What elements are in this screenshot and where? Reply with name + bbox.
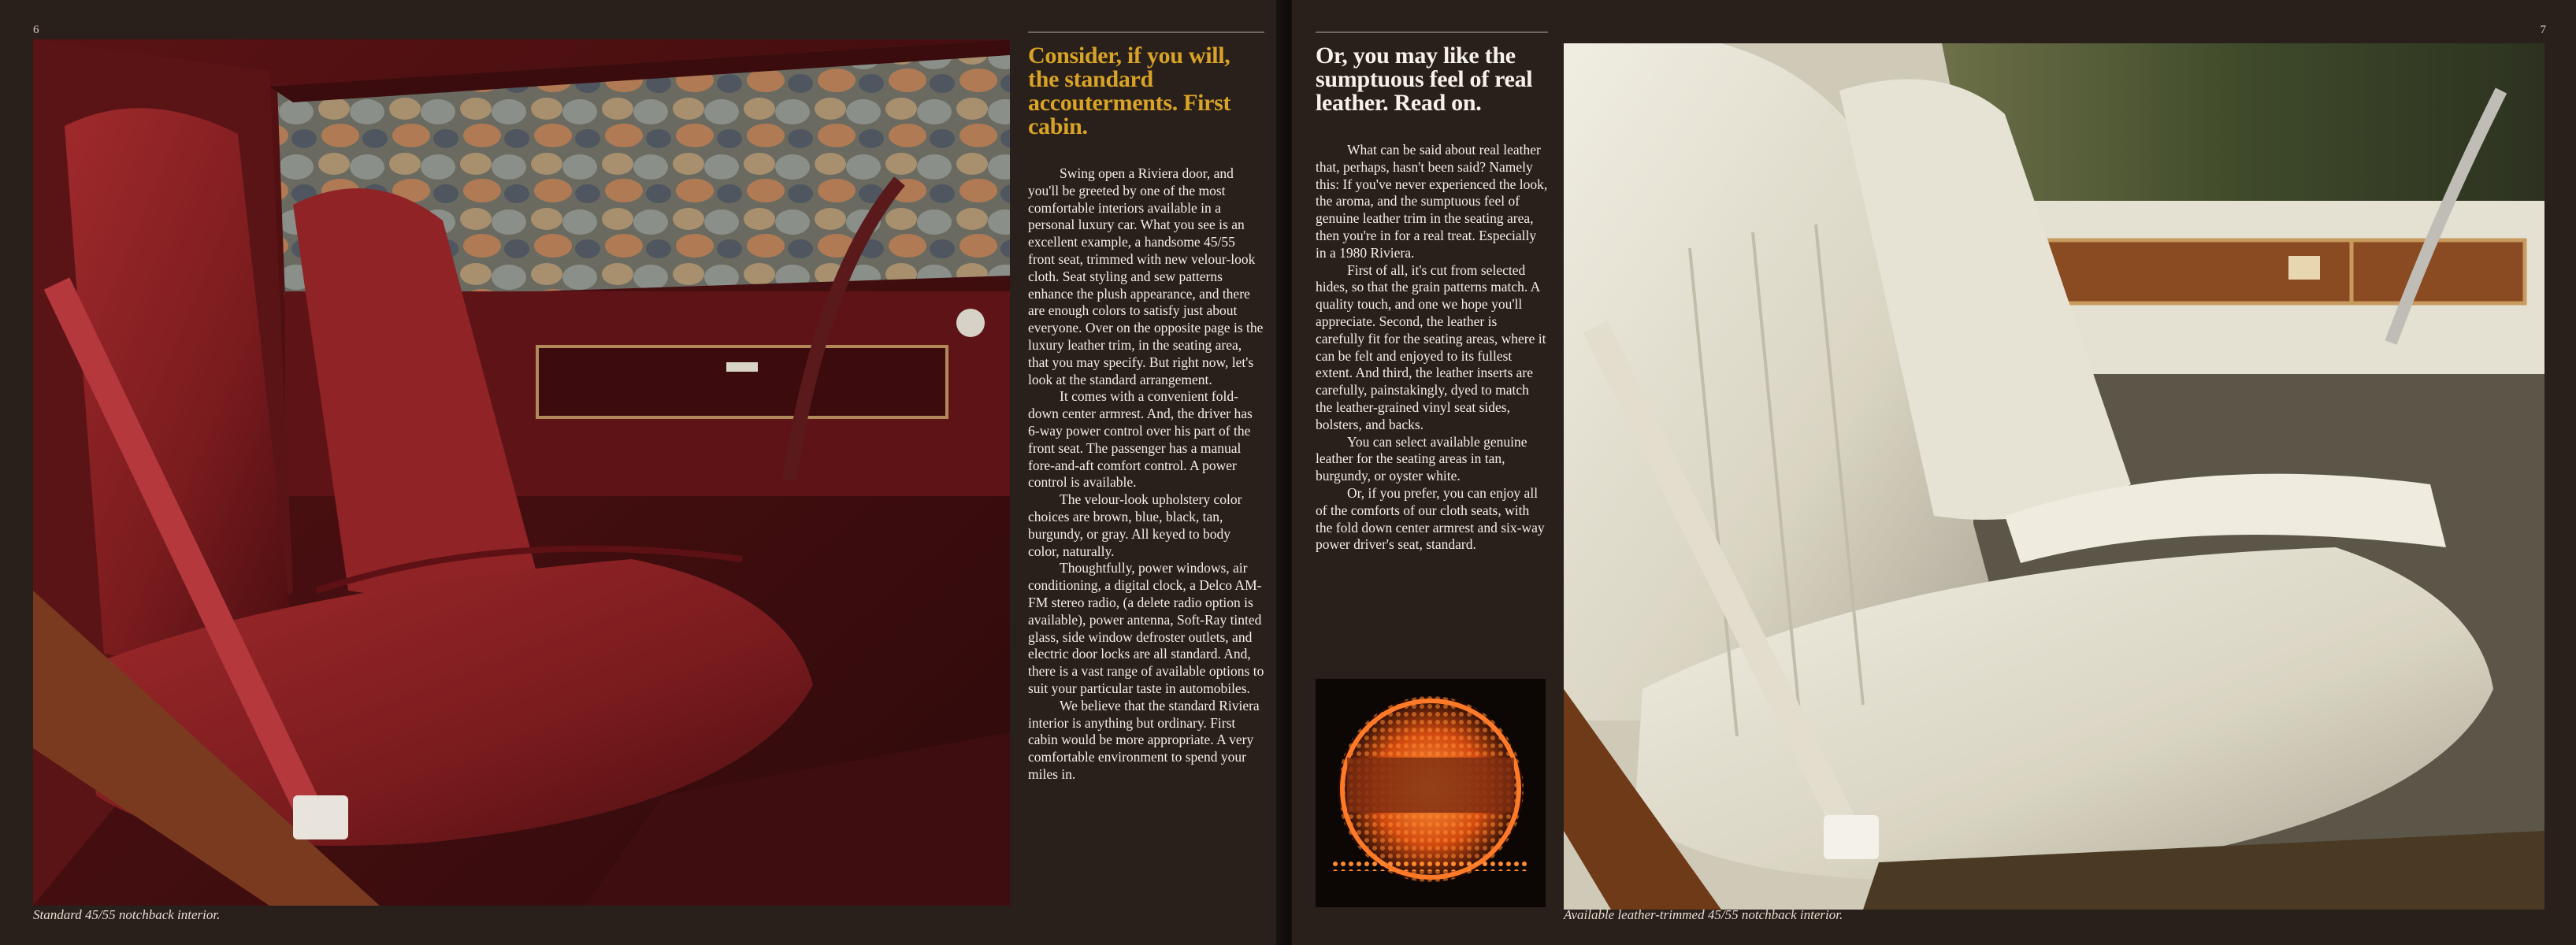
orange-light-display-illustration bbox=[1316, 679, 1546, 907]
burgundy-interior-illustration bbox=[33, 39, 1010, 906]
right-paragraph-2: First of all, it's cut from selected hides, so that the grain patterns match. A quality touch, and one we hope you'll appreciate. Second, the leather is carefully fit for the seating areas, where it can be felt and enjoyed to its fullest extent. And third, the leather inserts are carefully, painstakingly, dyed to match the leather-grained vinyl seat sides, bolsters, and backs. bbox=[1316, 261, 1546, 432]
left-page bbox=[0, 0, 1284, 945]
burgundy-velour-interior-photo bbox=[33, 39, 1010, 906]
left-photo-caption: Standard 45/55 notchback interior. bbox=[33, 907, 221, 922]
page-number-right: 7 bbox=[2540, 24, 2546, 36]
right-text-column bbox=[1316, 32, 1548, 554]
left-body-text bbox=[1028, 165, 1264, 784]
right-column-rule bbox=[1316, 32, 1548, 33]
instrument-display-inset-photo bbox=[1316, 679, 1546, 907]
right-paragraph-3: You can select available genuine leather for the seating areas in tan, burgundy, or oyster white. bbox=[1316, 433, 1527, 484]
left-paragraph-1: Swing open a Riviera door, and you'll be greeted by one of the most comfortable interiors available in a personal luxury car. What you see is an excellent example, a handsome 45/55 front seat, trimmed with new velour-look cloth. Seat styling and sew patterns enhance the plush appearance, and there are enough colors to satisfy just about everyone. Over on the opposite page is the luxury leather trim, in the seating area, that you may specify. But right now, let's look at the standard arrangement. bbox=[1028, 165, 1264, 387]
right-paragraph-1: What can be said about real leather that, perhaps, hasn't been said? Namely this: If you've never experienced the look, the aroma, and the sumptuous feel of genuine leather trim in the seating area, then you're in for a real treat. Especially in a 1980 Riviera. bbox=[1316, 142, 1548, 261]
oyster-leather-interior-photo bbox=[1564, 43, 2544, 910]
left-paragraph-4: Thoughtfully, power windows, air conditioning, a digital clock, a Delco AM-FM stereo radio, (a delete radio option is available), power antenna, Soft-Ray tinted glass, side window defroster outlets, and electric door locks are all standard. And, there is a vast range of available options to suit your particular taste in automobiles. bbox=[1028, 560, 1264, 696]
right-photo-caption: Available leather-trimmed 45/55 notchback interior. bbox=[1564, 907, 1843, 922]
left-paragraph-5: We believe that the standard Riviera interior is anything but ordinary. First cabin would be more appropriate. A very comfortable environment to spend your miles in. bbox=[1028, 697, 1260, 782]
right-paragraph-4: Or, if you prefer, you can enjoy all of the comforts of our cloth seats, with the fold down center armrest and six-way power driver's seat, standard. bbox=[1316, 484, 1545, 553]
left-column-rule bbox=[1028, 32, 1264, 33]
left-paragraph-2: It comes with a convenient fold-down center armrest. And, the driver has 6-way power control over his part of the front seat. The passenger has a manual fore-and-aft comfort control. A power control is available. bbox=[1028, 388, 1253, 491]
right-body-text bbox=[1316, 142, 1548, 554]
left-text-column bbox=[1028, 32, 1264, 784]
page-number-left: 6 bbox=[33, 24, 39, 36]
left-paragraph-3: The velour-look upholstery color choices are brown, blue, black, tan, burgundy, or gray. All keyed to body color, naturally. bbox=[1028, 491, 1242, 559]
right-headline: Or, you may like the sumptuous feel of real leather. Read on. bbox=[1316, 43, 1533, 116]
white-leather-interior-illustration bbox=[1564, 43, 2544, 910]
left-headline: Consider, if you will, the standard accouterments. First cabin. bbox=[1028, 43, 1231, 139]
right-page bbox=[1292, 0, 2576, 945]
